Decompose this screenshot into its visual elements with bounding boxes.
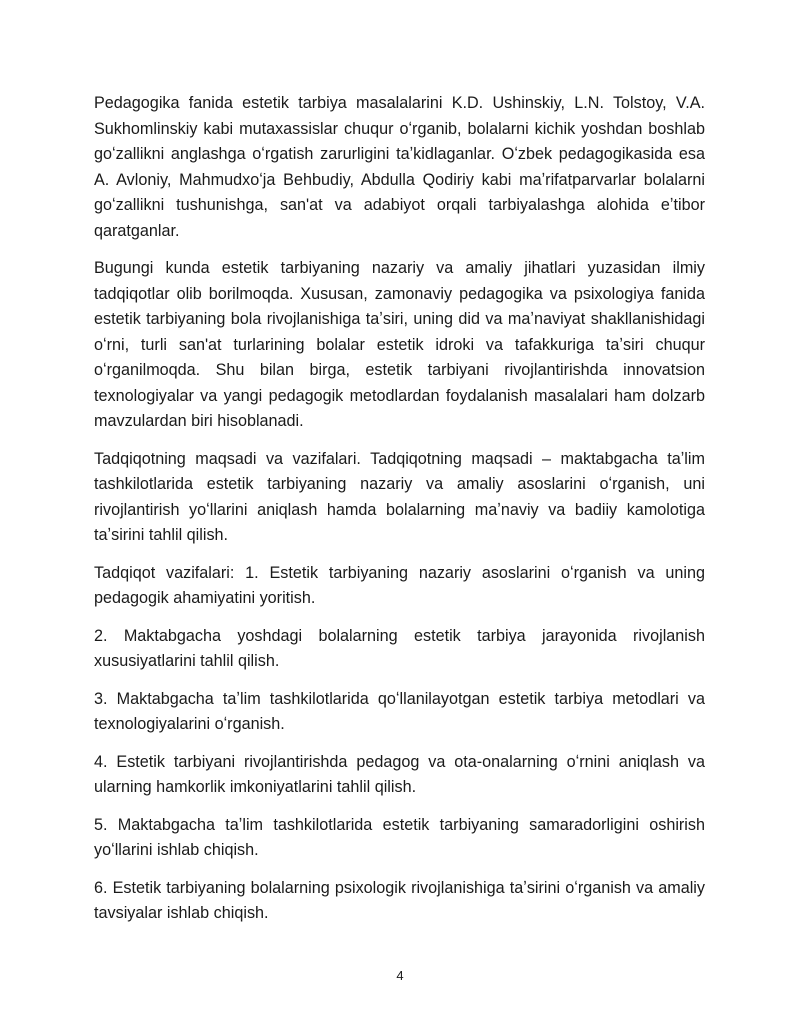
- paragraph-task-1: Tadqiqot vazifalari: 1. Estetik tarbiyaning nazariy asoslarini oʻrganish va uning pedagogik ahamiyatini yoritish.: [94, 563, 705, 607]
- paragraph-intro-pedagogues: Pedagogika fanida estetik tarbiya masalalarini K.D. Ushinskiy, L.N. Tolstoy, V.A. Sukhomlinskiy kabi mutaxassislar chuqur oʻrganib, bolalarni kichik yoshdan boshlab goʻzallikni anglashga oʻrgatish zarurligini taʼkidlaganlar. Oʻzbek pedagogikasida esa A. Avloniy, Mahmudxoʻja Behbudiy, Abdulla Qodiriy kabi maʼrifatparvarlar bolalarni goʻzallikni tushunishga, san'at va adabiyot orqali tarbiyalashga alohida eʼtibor qaratganlar.: [94, 94, 705, 240]
- page-number: 4: [396, 968, 404, 983]
- paragraph-task-6: 6. Estetik tarbiyaning bolalarning psixologik rivojlanishiga taʼsirini oʻrganish va amaliy tavsiyalar ishlab chiqish.: [94, 878, 705, 922]
- paragraph-task-5: 5. Maktabgacha taʼlim tashkilotlarida estetik tarbiyaning samaradorligini oshirish yoʻllarini ishlab chiqish.: [94, 815, 705, 859]
- paragraph-task-3: 3. Maktabgacha taʼlim tashkilotlarida qoʻllanilayotgan estetik tarbiya metodlari va texnologiyalarini oʻrganish.: [94, 689, 705, 733]
- paragraph-task-4: 4. Estetik tarbiyani rivojlantirishda pedagog va ota-onalarning oʻrnini aniqlash va ularning hamkorlik imkoniyatlarini tahlil qilish.: [94, 752, 705, 796]
- paragraph-research-goal: Tadqiqotning maqsadi va vazifalari. Tadqiqotning maqsadi – maktabgacha taʼlim tashkilotlarida estetik tarbiyaning nazariy va amaliy asoslarini oʻrganish, uni rivojlantirish yoʻllarini aniqlash hamda bolalarning maʼnaviy va badiiy kamolotiga taʼsirini tahlil qilish.: [94, 449, 705, 544]
- paragraph-current-research: Bugungi kunda estetik tarbiyaning nazariy va amaliy jihatlari yuzasidan ilmiy tadqiqotlar olib borilmoqda. Xususan, zamonaviy pedagogika va psixologiya fanida estetik tarbiyaning bola rivojlanishiga taʼsiri, uning did va maʼnaviyat shakllanishidagi oʻrni, turli san'at turlarining bolalar estetik idroki va tafakkuriga taʼsiri chuqur oʻrganilmoqda. Shu bilan birga, estetik tarbiyani rivojlantirishda innovatsion texnologiyalar va yangi pedagogik metodlardan foydalanish masalalari ham dolzarb mavzulardan biri hisoblanadi.: [94, 259, 705, 430]
- body-text: [94, 91, 705, 939]
- paragraph-task-2: 2. Maktabgacha yoshdagi bolalarning estetik tarbiya jarayonida rivojlanish xususiyatlarini tahlil qilish.: [94, 626, 705, 670]
